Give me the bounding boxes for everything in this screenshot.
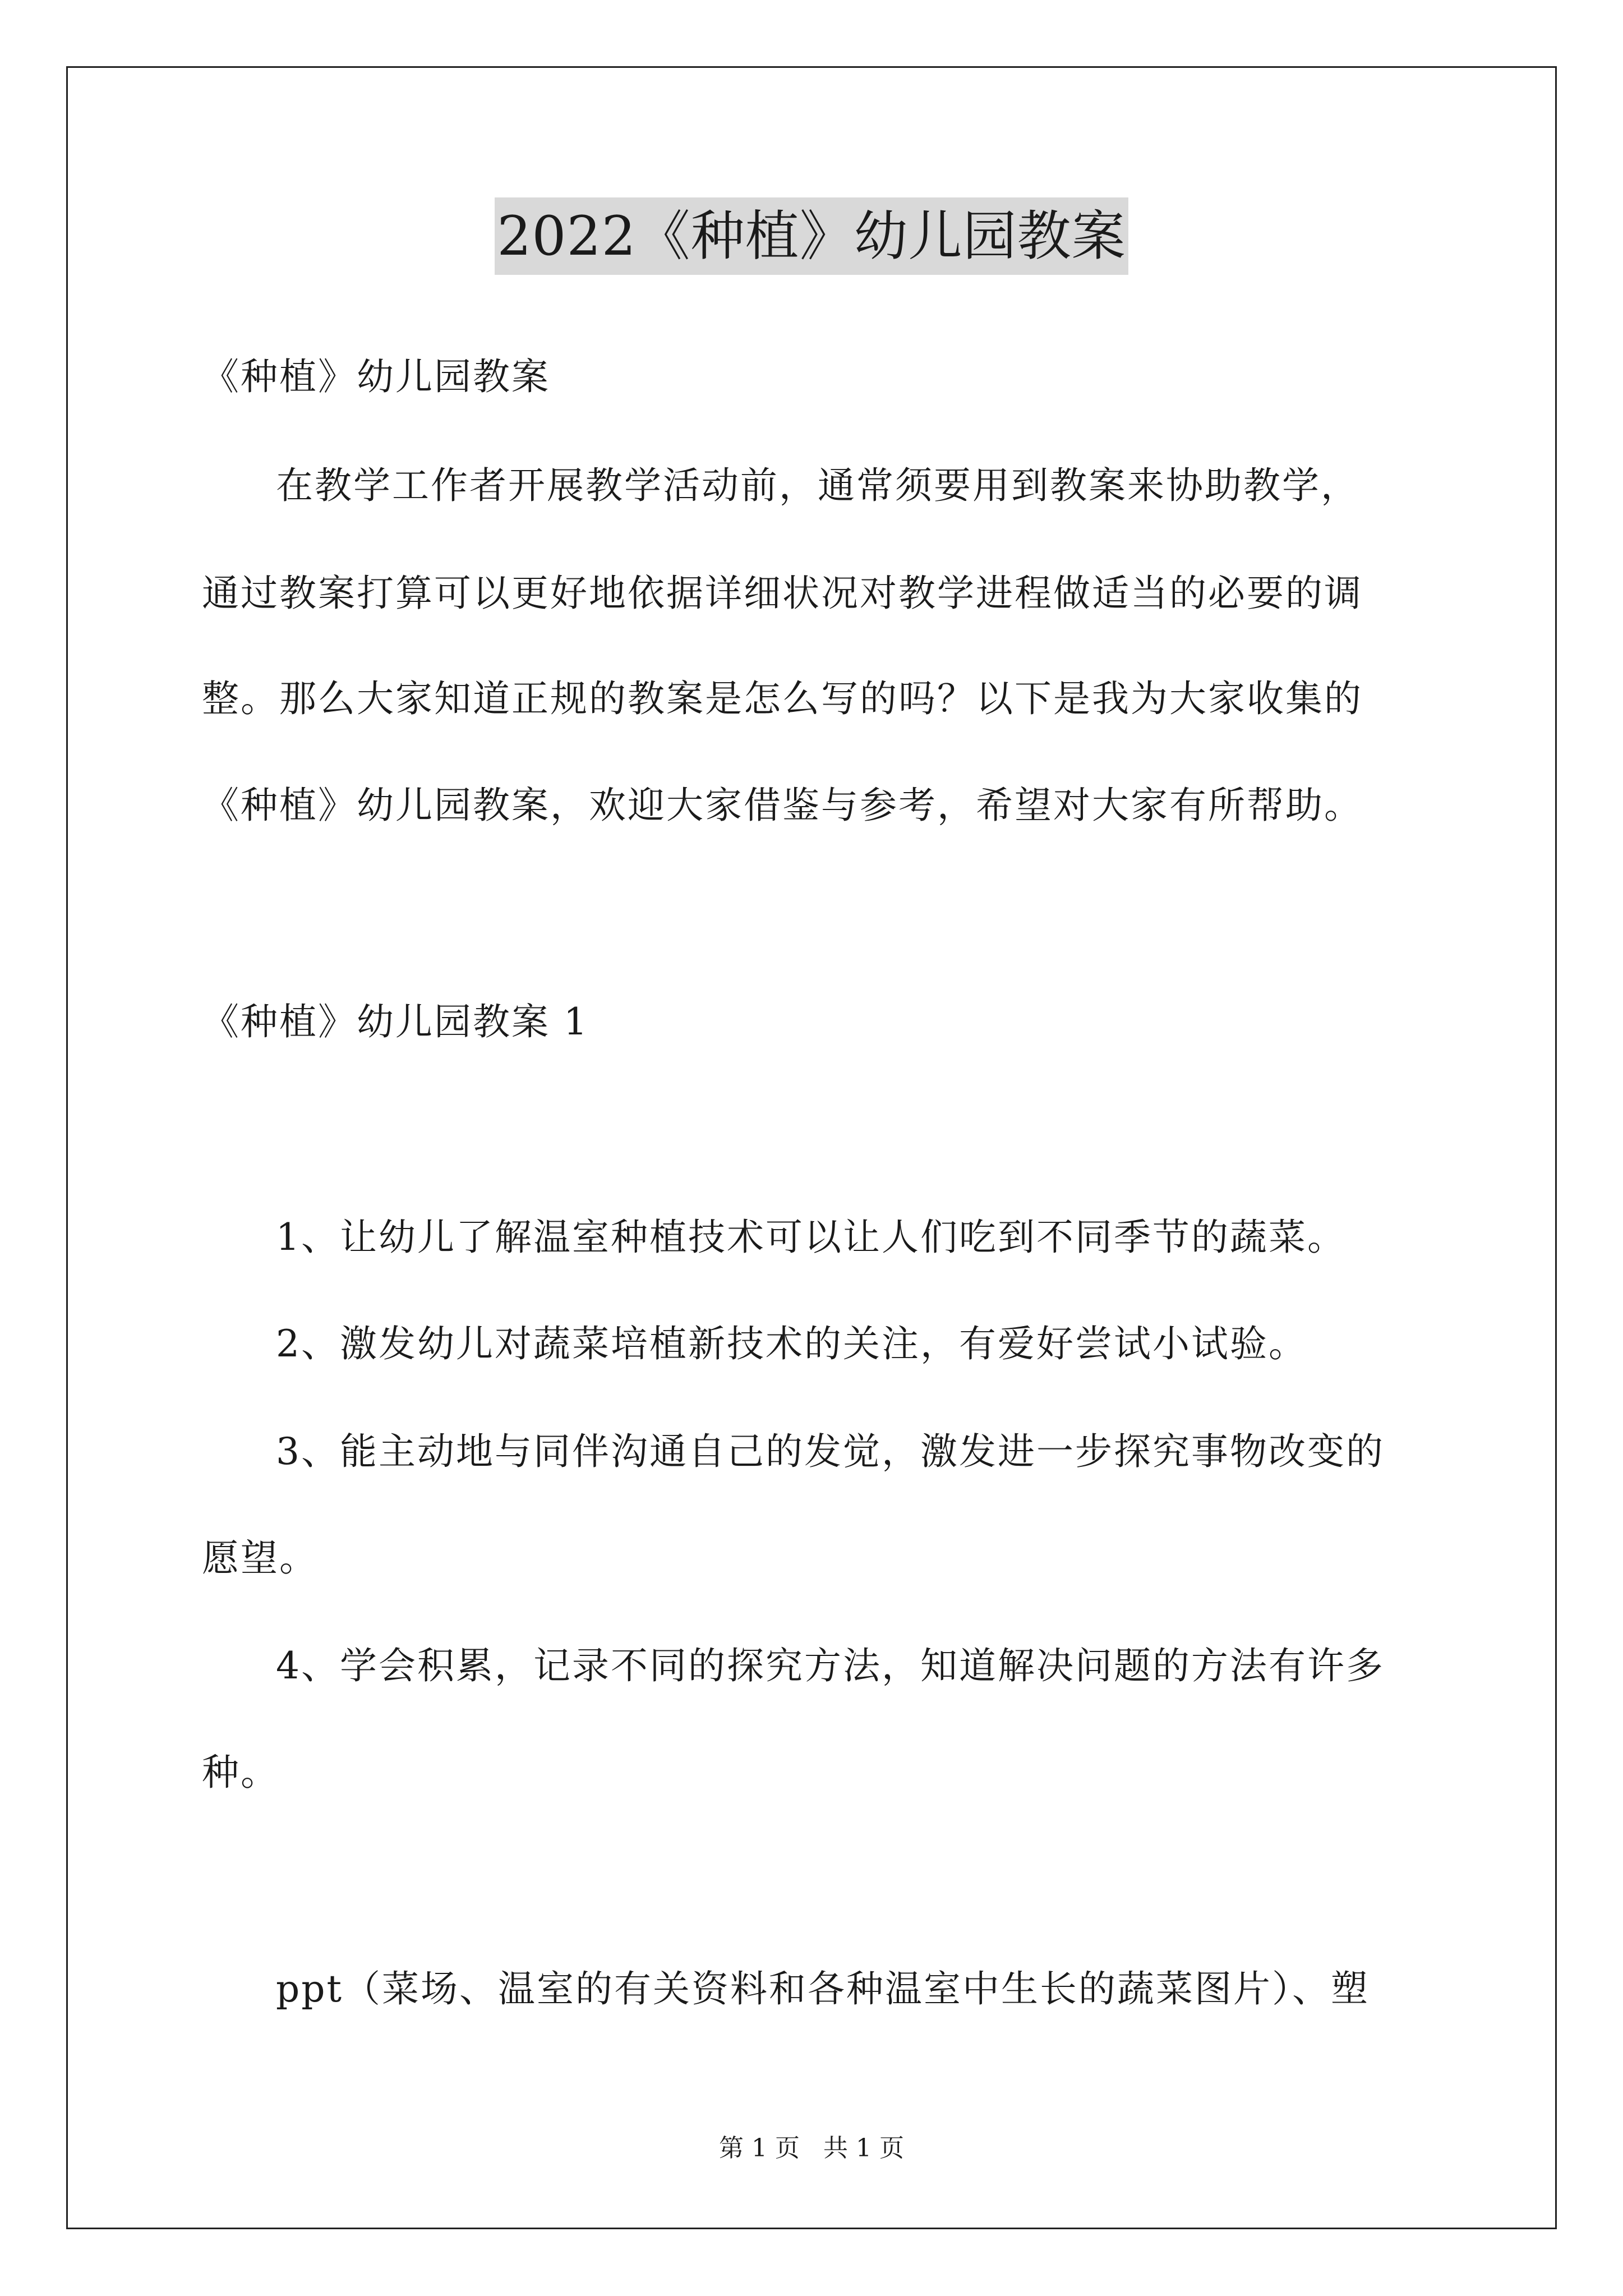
goal-line-4: 4、学会积累，记录不同的探究方法，知道解决问题的方法有许多	[276, 1644, 1385, 1687]
goal-line-2: 2、激发幼儿对蔬菜培植新技术的关注，有爱好尝试小试验。	[276, 1322, 1307, 1365]
document-subtitle: 《种植》幼儿园教案	[202, 355, 550, 398]
intro-line-4: 《种植》幼儿园教案，欢迎大家借鉴与参考，希望对大家有所帮助。	[202, 784, 1363, 827]
goal-line-1: 1、让幼儿了解温室种植技术可以让人们吃到不同季节的蔬菜。	[276, 1216, 1346, 1259]
goal-line-3-cont: 愿望。	[202, 1536, 318, 1580]
document-title: 2022《种植》幼儿园教案	[495, 197, 1128, 275]
goal-line-3: 3、能主动地与同伴沟通自己的发觉，激发进一步探究事物改变的	[276, 1430, 1385, 1473]
materials-line: ppt（菜场、温室的有关资料和各种温室中生长的蔬菜图片）、塑	[276, 1967, 1370, 2010]
goal-line-4-cont: 种。	[202, 1751, 279, 1794]
intro-line-2: 通过教案打算可以更好地依据详细状况对教学进程做适当的必要的调	[202, 572, 1363, 615]
intro-line-1: 在教学工作者开展教学活动前，通常须要用到教案来协助教学，	[276, 464, 1359, 507]
section-heading: 《种植》幼儿园教案 1	[202, 1000, 589, 1043]
page-footer: 第 1 页 共 1 页	[719, 2134, 904, 2162]
title-container	[0, 197, 1623, 275]
intro-line-3: 整。那么大家知道正规的教案是怎么写的吗？以下是我为大家收集的	[202, 677, 1363, 720]
